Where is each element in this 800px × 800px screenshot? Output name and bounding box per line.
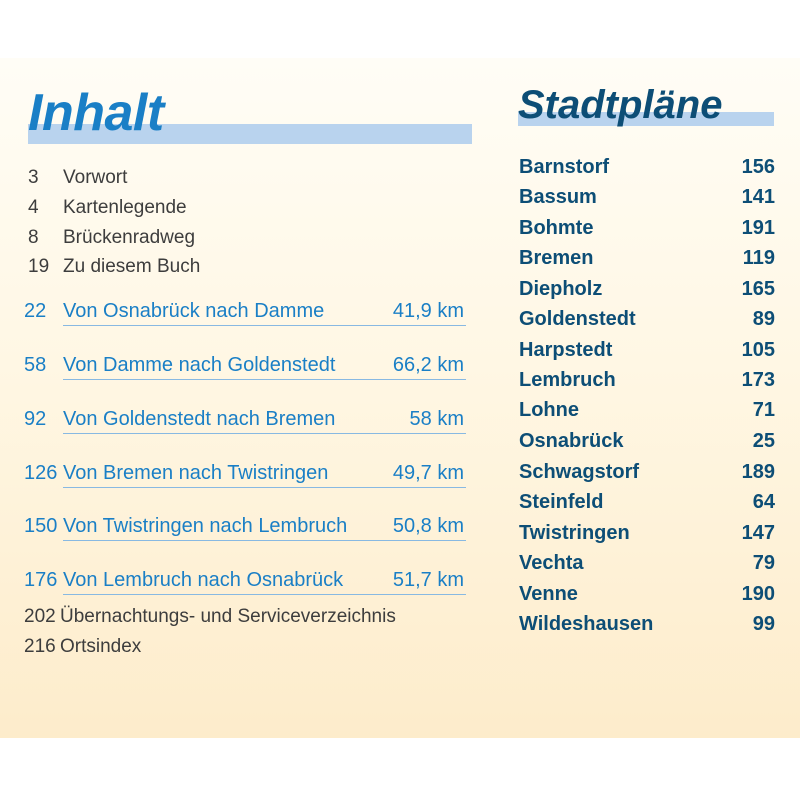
city-name: Schwagstorf — [519, 461, 640, 483]
city-map-entry[interactable] — [519, 395, 775, 425]
city-name: Lohne — [519, 399, 579, 421]
city-page-number: 189 — [741, 461, 775, 483]
city-page-number: 64 — [752, 491, 775, 513]
toc-entry-title: Übernachtungs- und Serviceverzeichnis — [60, 606, 396, 627]
route-entry[interactable] — [24, 296, 466, 328]
route-distance: 51,7 km — [392, 569, 464, 591]
city-page-number: 105 — [741, 339, 775, 361]
toc-heading: Inhalt — [28, 84, 164, 142]
city-name: Venne — [519, 583, 578, 605]
city-name: Twistringen — [519, 522, 630, 544]
toc-entry-title: Kartenlegende — [63, 197, 187, 218]
city-name: Osnabrück — [519, 430, 624, 452]
city-map-entry[interactable] — [519, 426, 775, 456]
toc-page-number: 8 — [28, 227, 39, 248]
city-page-number: 89 — [752, 308, 775, 330]
city-page-number: 191 — [741, 217, 775, 239]
toc-page-number: 19 — [28, 256, 50, 277]
city-map-entry[interactable] — [519, 518, 775, 548]
city-map-entry[interactable] — [519, 579, 775, 609]
city-map-entry[interactable] — [519, 182, 775, 212]
route-title: Von Bremen nach Twistringen — [63, 462, 329, 484]
city-map-entry[interactable] — [519, 304, 775, 334]
toc-page-number: 216 — [24, 636, 56, 657]
city-page-number: 25 — [752, 430, 775, 452]
route-underline — [63, 594, 466, 595]
toc-entry — [28, 163, 468, 193]
city-page-number: 147 — [741, 522, 775, 544]
toc-page-number: 4 — [28, 197, 39, 218]
city-name: Vechta — [519, 552, 584, 574]
route-title: Von Goldenstedt nach Bremen — [63, 408, 336, 430]
route-page-number: 150 — [24, 515, 58, 537]
route-title: Von Osnabrück nach Damme — [63, 300, 325, 322]
city-name: Bohmte — [519, 217, 594, 239]
city-name: Harpstedt — [519, 339, 613, 361]
city-maps-heading: Stadtpläne — [518, 83, 723, 127]
city-name: Wildeshausen — [519, 613, 654, 635]
city-map-entry[interactable] — [519, 457, 775, 487]
city-page-number: 156 — [741, 156, 775, 178]
city-page-number: 71 — [752, 399, 775, 421]
city-map-entry[interactable] — [519, 152, 775, 182]
city-name: Goldenstedt — [519, 308, 636, 330]
city-name: Lembruch — [519, 369, 616, 391]
route-distance: 66,2 km — [392, 354, 464, 376]
city-page-number: 165 — [741, 278, 775, 300]
route-entry[interactable] — [24, 404, 466, 436]
route-underline — [63, 379, 466, 380]
toc-entry — [28, 193, 468, 223]
toc-entry — [24, 602, 464, 632]
city-page-number: 79 — [752, 552, 775, 574]
route-title: Von Twistringen nach Lembruch — [63, 515, 348, 537]
route-underline — [63, 325, 466, 326]
route-underline — [63, 433, 466, 434]
city-map-entry[interactable] — [519, 274, 775, 304]
route-distance: 58 km — [409, 408, 464, 430]
city-name: Barnstorf — [519, 156, 610, 178]
toc-entry-title: Brückenradweg — [63, 227, 196, 248]
route-page-number: 92 — [24, 408, 47, 430]
city-map-entry[interactable] — [519, 548, 775, 578]
route-entry[interactable] — [24, 350, 466, 382]
city-name: Bassum — [519, 186, 597, 208]
route-distance: 49,7 km — [392, 462, 464, 484]
route-page-number: 126 — [24, 462, 58, 484]
route-title: Von Lembruch nach Osnabrück — [63, 569, 344, 591]
route-page-number: 176 — [24, 569, 58, 591]
route-page-number: 58 — [24, 354, 47, 376]
toc-entry-title: Vorwort — [63, 167, 128, 188]
city-page-number: 99 — [752, 613, 775, 635]
toc-entry-title: Ortsindex — [60, 636, 142, 657]
city-page-number: 119 — [742, 247, 775, 269]
city-page-number: 141 — [741, 186, 775, 208]
city-map-entry[interactable] — [519, 487, 775, 517]
city-page-number: 190 — [741, 583, 775, 605]
city-page-number: 173 — [741, 369, 775, 391]
route-entry[interactable] — [24, 511, 466, 543]
city-name: Steinfeld — [519, 491, 604, 513]
route-underline — [63, 487, 466, 488]
city-map-entry[interactable] — [519, 213, 775, 243]
route-entry[interactable] — [24, 565, 466, 597]
toc-entry — [28, 223, 468, 253]
city-name: Bremen — [519, 247, 594, 269]
route-distance: 50,8 km — [392, 515, 464, 537]
toc-entry-title: Zu diesem Buch — [63, 256, 201, 277]
city-map-entry[interactable] — [519, 609, 775, 639]
route-distance: 41,9 km — [392, 300, 464, 322]
route-title: Von Damme nach Goldenstedt — [63, 354, 336, 376]
toc-entry — [28, 252, 468, 282]
city-name: Diepholz — [519, 278, 603, 300]
toc-page-number: 3 — [28, 167, 39, 188]
city-map-entry[interactable] — [519, 365, 775, 395]
route-entry[interactable] — [24, 458, 466, 490]
toc-page-number: 202 — [24, 606, 56, 627]
route-page-number: 22 — [24, 300, 47, 322]
city-map-entry[interactable] — [519, 243, 775, 273]
toc-entry — [24, 632, 464, 662]
route-underline — [63, 540, 466, 541]
city-map-entry[interactable] — [519, 335, 775, 365]
